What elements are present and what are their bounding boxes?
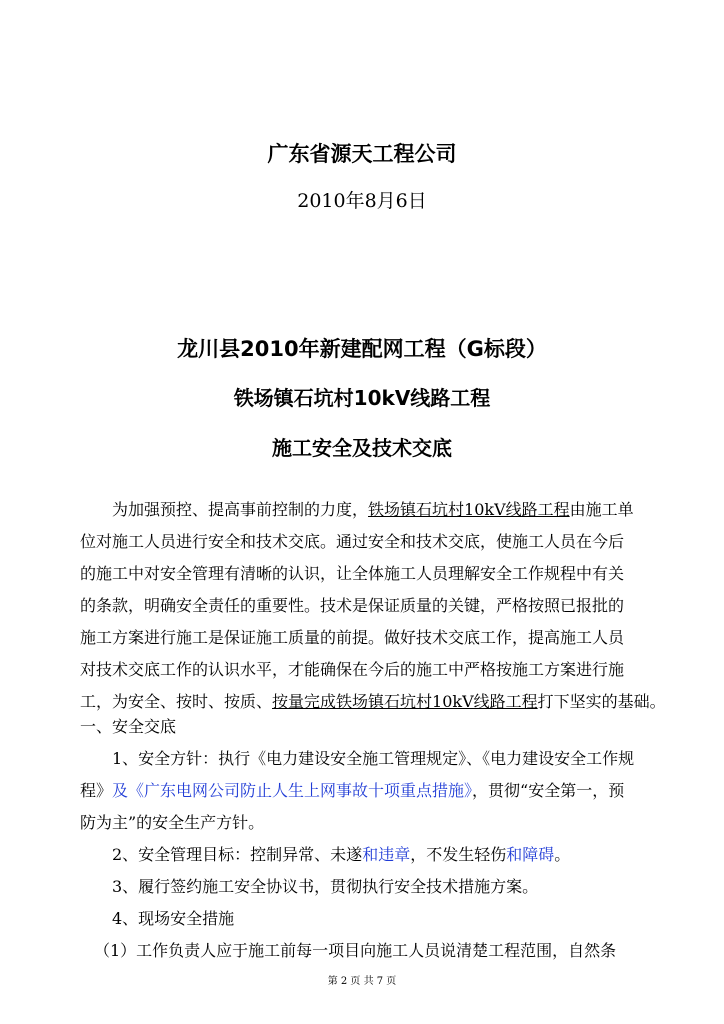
item-2 xyxy=(112,842,570,865)
underlined-text: 按量完成 xyxy=(272,692,337,711)
line-project-title: 铁场镇石坑村10kV线路工程 xyxy=(233,386,491,410)
project-name-underlined: 铁场镇石坑村10kV线路工程 xyxy=(368,500,570,519)
highlighted-text: 和违章 xyxy=(362,845,411,864)
item-text: ，不发生轻伤 xyxy=(410,845,507,864)
item-3: 3、履行签约施工安全协议书，贯彻执行安全技术措施方案。 xyxy=(112,877,539,896)
company-name: 广东省源天工程公司 xyxy=(267,142,457,166)
item-1-line-1: 1、安全方针：执行《电力建设安全施工管理规定》、《电力建设安全工作规 xyxy=(112,749,635,768)
item-text: 程》 xyxy=(80,781,113,800)
item-1-line-3: 防为主”的安全生产方针。 xyxy=(80,813,265,832)
intro-text: 为加强预控、提高事前控制的力度， xyxy=(112,500,369,519)
document-date: 2010年8月6日 xyxy=(297,190,427,212)
item-4-1: （1）工作负责人应于施工前每一项目向施工人员说清楚工程范围，自然条 xyxy=(94,941,617,960)
intro-text: 由施工单 xyxy=(569,500,634,519)
section-heading: 一、安全交底 xyxy=(80,717,177,736)
item-text: ，贯彻“安全第一，预 xyxy=(472,781,625,800)
highlighted-text: 及《广东电网公司防止人生上网事故十项重点措施》 xyxy=(112,781,473,800)
intro-line-5: 施工方案进行施工是保证施工质量的前提。做好技术交底工作，提高施工人员 xyxy=(80,628,625,647)
item-text: 2、安全管理目标：控制异常、未遂 xyxy=(112,845,363,864)
item-text: 。 xyxy=(554,845,571,864)
intro-line-7 xyxy=(80,689,666,712)
item-4: 4、现场安全措施 xyxy=(112,909,235,928)
intro-line-2: 位对施工人员进行安全和技术交底。通过安全和技术交底，使施工人员在今后 xyxy=(80,532,625,551)
intro-line-6: 对技术交底工作的认识水平，才能确保在今后的施工中严格按施工方案进行施 xyxy=(80,660,625,679)
page-footer: 第 2 页 共 7 页 xyxy=(327,976,397,987)
document-title: 施工安全及技术交底 xyxy=(272,436,452,460)
intro-text: 打下坚实的基础。 xyxy=(537,692,666,711)
intro-line-4: 的条款，明确安全责任的重要性。技术是保证质量的关键，严格按照已报批的 xyxy=(80,596,625,615)
intro-text: 工，为安全、按时、按质、 xyxy=(80,692,273,711)
project-name-underlined: 铁场镇石坑村10kV线路工程 xyxy=(336,692,538,711)
intro-line-1 xyxy=(112,497,634,520)
project-title: 龙川县2010年新建配网工程（G标段） xyxy=(177,337,547,361)
highlighted-text: 和障碍 xyxy=(506,845,555,864)
item-1-line-2 xyxy=(80,778,624,801)
intro-line-3: 的施工中对安全管理有清晰的认识，让全体施工人员理解安全工作规程中有关 xyxy=(80,564,625,583)
